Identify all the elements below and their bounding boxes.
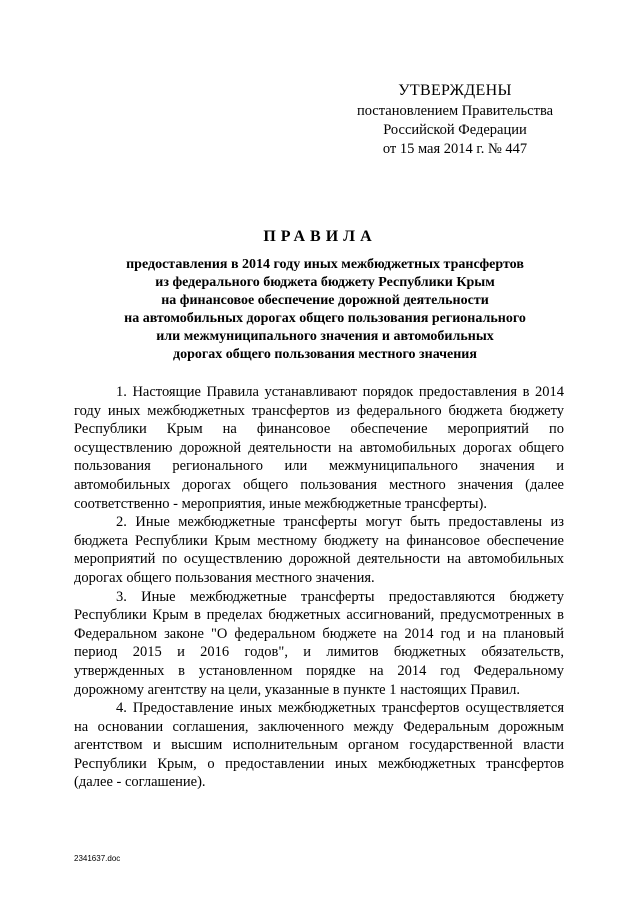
file-name-footer: 2341637.doc <box>74 854 121 863</box>
subtitle-line: из федерального бюджета бюджету Республики Крым <box>155 275 495 290</box>
paragraph-3: 3. Иные межбюджетные трансферты предоставляются бюджету Республики Крым в пределах бюджетных ассигнований, предусмотренных в Федеральном законе "О федеральном бюджете на 2014 год и на плановый период 2015 и 2016 годов", и лимитов бюджетных обязательств, утвержденных в установленном порядке на 2014 год Федеральному дорожному агентству на цели, указанные в пункте 1 настоящих Правил. <box>74 588 564 698</box>
approval-line: постановлением Правительства <box>356 103 554 119</box>
document-body <box>74 383 564 792</box>
subtitle-line: на финансовое обеспечение дорожной деятельности <box>161 293 489 308</box>
subtitle-line: дорогах общего пользования местного значения <box>173 347 477 362</box>
subtitle-line: на автомобильных дорогах общего пользования регионального <box>124 311 526 326</box>
document-title: ПРАВИЛА <box>263 228 377 245</box>
paragraph-2: 2. Иные межбюджетные трансферты могут быть предоставлены из бюджета Республики Крым местному бюджету на финансовое обеспечение мероприятий по осуществлению дорожной деятельности на автомобильных дорогах общего пользования местного значения. <box>74 514 564 586</box>
approval-line: Российской Федерации <box>383 122 527 138</box>
subtitle-line: или межмуниципального значения и автомобильных <box>156 329 494 344</box>
approval-heading: УТВЕРЖДЕНЫ <box>398 82 512 99</box>
subtitle-line: предоставления в 2014 году иных межбюджетных трансфертов <box>126 257 524 272</box>
approval-block <box>340 80 570 159</box>
paragraph-4: 4. Предоставление иных межбюджетных трансфертов осуществляется на основании соглашения, заключенного между Федеральным дорожным агентством и высшим исполнительным органом государственной власти Республики Крым, о предоставлении иных межбюджетных трансфертов (далее - соглашение). <box>74 700 564 791</box>
paragraph-1: 1. Настоящие Правила устанавливают порядок предоставления в 2014 году иных межбюджетных трансфертов из федерального бюджета бюджету Республики Крым на финансовое обеспечение мероприятий по осуществлению дорожной деятельности на автомобильных дорогах общего пользования регионального или межмуниципального значения и автомобильных дорогах общего пользования местного значения (далее соответственно - мероприятия, иные межбюджетные трансферты). <box>74 384 564 512</box>
approval-line: от 15 мая 2014 г. № 447 <box>382 141 528 157</box>
document-subtitle <box>90 256 560 364</box>
